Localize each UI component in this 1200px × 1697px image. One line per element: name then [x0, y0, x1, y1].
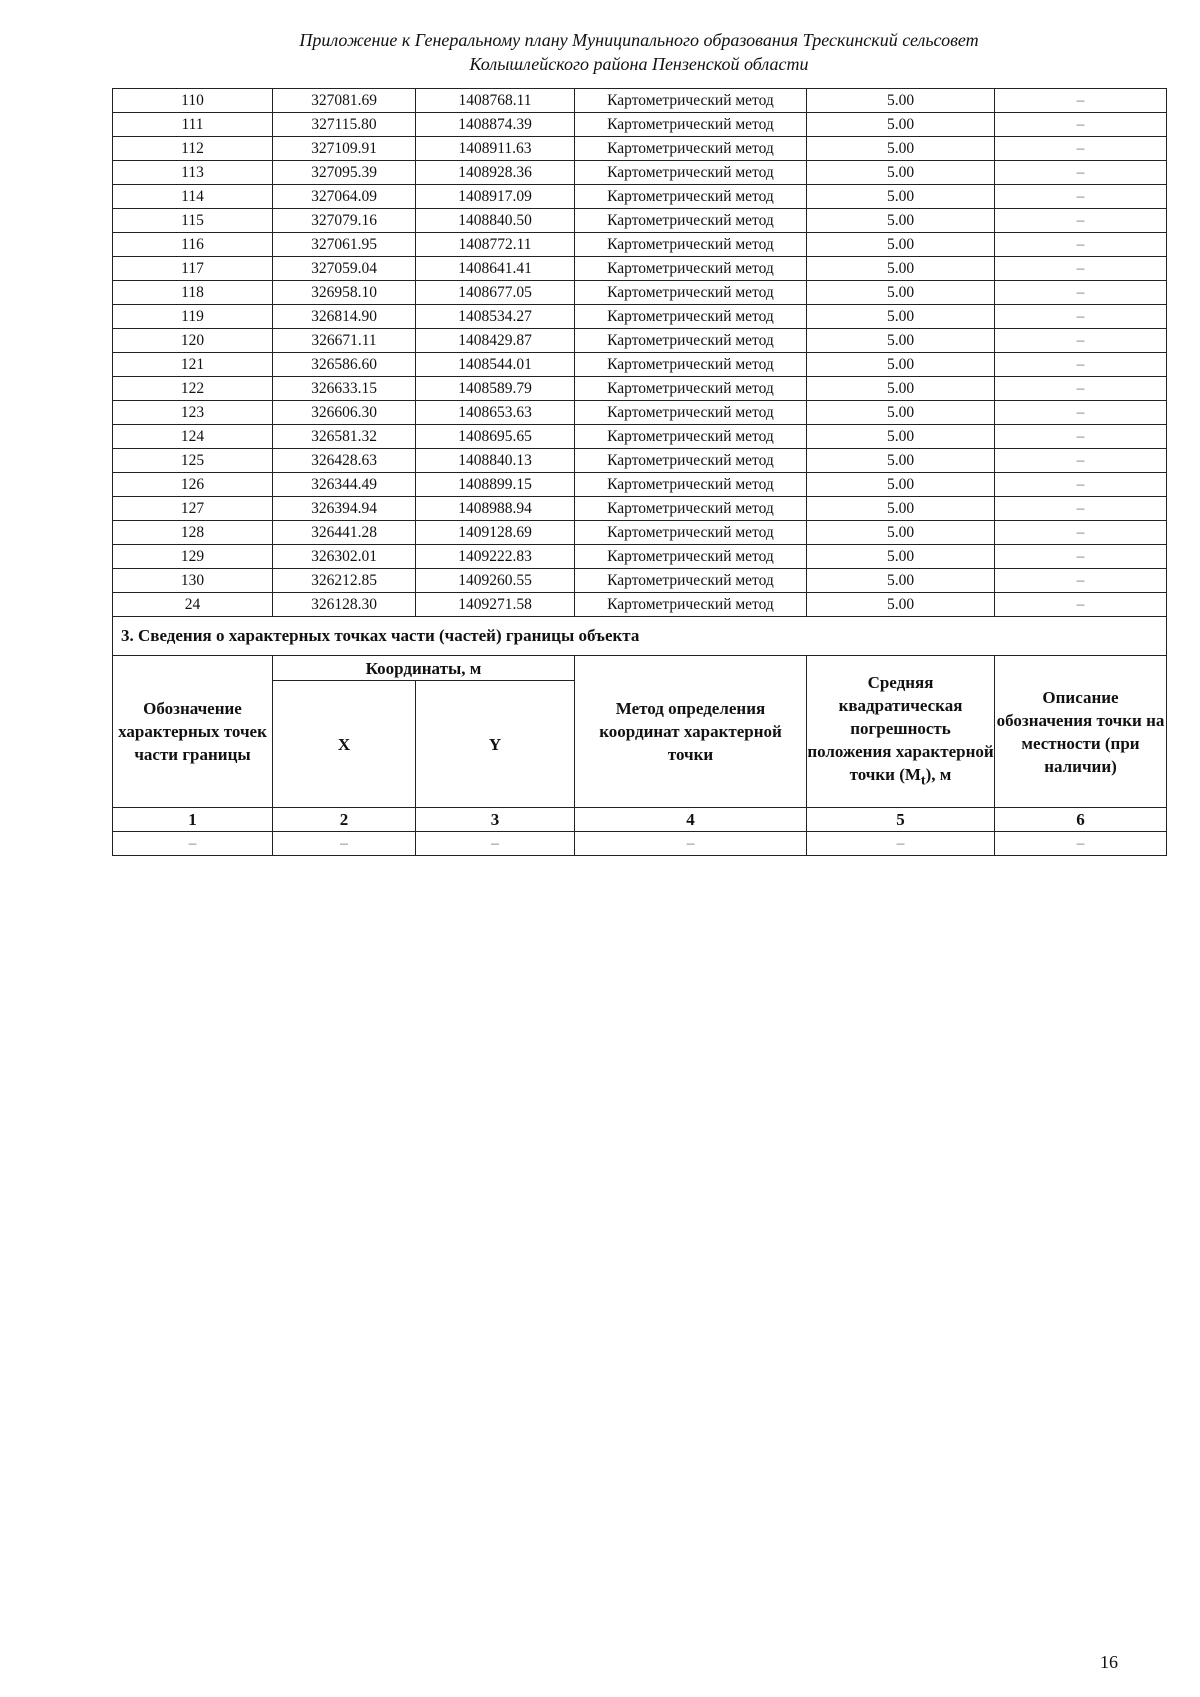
table-row	[113, 185, 1167, 209]
description-cell: –	[995, 497, 1167, 521]
y-coordinate-cell: 1408589.79	[416, 377, 575, 401]
error-cell: 5.00	[807, 185, 995, 209]
point-id-cell: 115	[113, 209, 273, 233]
table-row	[113, 257, 1167, 281]
table-row	[113, 137, 1167, 161]
point-id-cell: 121	[113, 353, 273, 377]
table-row	[113, 521, 1167, 545]
column-number: 1	[113, 808, 273, 832]
header-designation: Обозначение характерных точек части границы	[113, 656, 273, 808]
empty-cell: –	[807, 832, 995, 856]
page-header	[112, 28, 1166, 76]
point-id-cell: 113	[113, 161, 273, 185]
error-cell: 5.00	[807, 377, 995, 401]
point-id-cell: 126	[113, 473, 273, 497]
table-row	[113, 569, 1167, 593]
x-coordinate-cell: 326394.94	[273, 497, 416, 521]
method-cell: Картометрический метод	[575, 545, 807, 569]
column-number: 6	[995, 808, 1167, 832]
point-id-cell: 117	[113, 257, 273, 281]
x-coordinate-cell: 327064.09	[273, 185, 416, 209]
description-cell: –	[995, 281, 1167, 305]
y-coordinate-cell: 1409222.83	[416, 545, 575, 569]
point-id-cell: 111	[113, 113, 273, 137]
error-cell: 5.00	[807, 353, 995, 377]
point-id-cell: 128	[113, 521, 273, 545]
method-cell: Картометрический метод	[575, 353, 807, 377]
description-cell: –	[995, 185, 1167, 209]
point-id-cell: 116	[113, 233, 273, 257]
y-coordinate-cell: 1408653.63	[416, 401, 575, 425]
table-row	[113, 473, 1167, 497]
y-coordinate-cell: 1409271.58	[416, 593, 575, 617]
method-cell: Картометрический метод	[575, 209, 807, 233]
y-coordinate-cell: 1409128.69	[416, 521, 575, 545]
y-coordinate-cell: 1408677.05	[416, 281, 575, 305]
method-cell: Картометрический метод	[575, 233, 807, 257]
header-y: Y	[416, 681, 575, 808]
x-coordinate-cell: 327061.95	[273, 233, 416, 257]
x-coordinate-cell: 327109.91	[273, 137, 416, 161]
y-coordinate-cell: 1408874.39	[416, 113, 575, 137]
description-cell: –	[995, 329, 1167, 353]
method-cell: Картометрический метод	[575, 161, 807, 185]
header-error-text: Средняя квадратическая погрешность положения характерной точки (M	[807, 672, 994, 784]
x-coordinate-cell: 326441.28	[273, 521, 416, 545]
error-cell: 5.00	[807, 497, 995, 521]
error-cell: 5.00	[807, 113, 995, 137]
description-cell: –	[995, 137, 1167, 161]
point-id-cell: 114	[113, 185, 273, 209]
error-cell: 5.00	[807, 521, 995, 545]
header-x: X	[273, 681, 416, 808]
error-cell: 5.00	[807, 209, 995, 233]
error-cell: 5.00	[807, 449, 995, 473]
error-cell: 5.00	[807, 593, 995, 617]
x-coordinate-cell: 326606.30	[273, 401, 416, 425]
empty-cell: –	[416, 832, 575, 856]
table-row	[113, 377, 1167, 401]
y-coordinate-cell: 1408695.65	[416, 425, 575, 449]
header-error-unit: ), м	[925, 764, 952, 784]
section-3-title-row	[113, 617, 1167, 656]
error-cell: 5.00	[807, 281, 995, 305]
column-number: 4	[575, 808, 807, 832]
y-coordinate-cell: 1409260.55	[416, 569, 575, 593]
table-row	[113, 593, 1167, 617]
method-cell: Картометрический метод	[575, 569, 807, 593]
description-cell: –	[995, 449, 1167, 473]
error-cell: 5.00	[807, 329, 995, 353]
description-cell: –	[995, 257, 1167, 281]
y-coordinate-cell: 1408917.09	[416, 185, 575, 209]
y-coordinate-cell: 1408429.87	[416, 329, 575, 353]
x-coordinate-cell: 327059.04	[273, 257, 416, 281]
x-coordinate-cell: 326671.11	[273, 329, 416, 353]
table-row	[113, 545, 1167, 569]
table-row	[113, 113, 1167, 137]
error-cell: 5.00	[807, 257, 995, 281]
y-coordinate-cell: 1408911.63	[416, 137, 575, 161]
method-cell: Картометрический метод	[575, 521, 807, 545]
table-row	[113, 161, 1167, 185]
error-cell: 5.00	[807, 425, 995, 449]
section-3-empty-row	[113, 832, 1167, 856]
point-id-cell: 130	[113, 569, 273, 593]
point-id-cell: 122	[113, 377, 273, 401]
point-id-cell: 119	[113, 305, 273, 329]
table-row	[113, 353, 1167, 377]
x-coordinate-cell: 327095.39	[273, 161, 416, 185]
column-number: 2	[273, 808, 416, 832]
empty-cell: –	[113, 832, 273, 856]
x-coordinate-cell: 326586.60	[273, 353, 416, 377]
section-3-title: 3. Сведения о характерных точках части (частей) границы объекта	[113, 617, 1167, 656]
header-method: Метод определения координат характерной точки	[575, 656, 807, 808]
method-cell: Картометрический метод	[575, 305, 807, 329]
header-line-1: Приложение к Генеральному плану Муниципального образования Трескинский сельсовет	[299, 30, 979, 50]
description-cell: –	[995, 425, 1167, 449]
header-description: Описание обозначения точки на местности (при наличии)	[995, 656, 1167, 808]
point-id-cell: 110	[113, 89, 273, 113]
method-cell: Картометрический метод	[575, 473, 807, 497]
table-row	[113, 329, 1167, 353]
description-cell: –	[995, 233, 1167, 257]
description-cell: –	[995, 473, 1167, 497]
column-number-row	[113, 808, 1167, 832]
table-row	[113, 209, 1167, 233]
description-cell: –	[995, 89, 1167, 113]
description-cell: –	[995, 401, 1167, 425]
y-coordinate-cell: 1408988.94	[416, 497, 575, 521]
y-coordinate-cell: 1408840.50	[416, 209, 575, 233]
table-row	[113, 425, 1167, 449]
x-coordinate-cell: 326958.10	[273, 281, 416, 305]
method-cell: Картометрический метод	[575, 425, 807, 449]
point-id-cell: 125	[113, 449, 273, 473]
error-cell: 5.00	[807, 161, 995, 185]
point-id-cell: 112	[113, 137, 273, 161]
y-coordinate-cell: 1408928.36	[416, 161, 575, 185]
point-id-cell: 129	[113, 545, 273, 569]
error-cell: 5.00	[807, 473, 995, 497]
description-cell: –	[995, 593, 1167, 617]
column-number: 5	[807, 808, 995, 832]
error-cell: 5.00	[807, 137, 995, 161]
header-error-subscript: t	[920, 772, 926, 789]
method-cell: Картометрический метод	[575, 113, 807, 137]
method-cell: Картометрический метод	[575, 497, 807, 521]
table-row	[113, 401, 1167, 425]
description-cell: –	[995, 377, 1167, 401]
point-id-cell: 124	[113, 425, 273, 449]
y-coordinate-cell: 1408534.27	[416, 305, 575, 329]
y-coordinate-cell: 1408772.11	[416, 233, 575, 257]
x-coordinate-cell: 326633.15	[273, 377, 416, 401]
y-coordinate-cell: 1408641.41	[416, 257, 575, 281]
column-number: 3	[416, 808, 575, 832]
method-cell: Картометрический метод	[575, 449, 807, 473]
y-coordinate-cell: 1408840.13	[416, 449, 575, 473]
description-cell: –	[995, 353, 1167, 377]
coordinates-table-body	[113, 89, 1167, 617]
header-error	[807, 656, 995, 808]
x-coordinate-cell: 327081.69	[273, 89, 416, 113]
error-cell: 5.00	[807, 401, 995, 425]
method-cell: Картометрический метод	[575, 185, 807, 209]
x-coordinate-cell: 327115.80	[273, 113, 416, 137]
point-id-cell: 118	[113, 281, 273, 305]
x-coordinate-cell: 326344.49	[273, 473, 416, 497]
description-cell: –	[995, 161, 1167, 185]
method-cell: Картометрический метод	[575, 329, 807, 353]
description-cell: –	[995, 521, 1167, 545]
error-cell: 5.00	[807, 305, 995, 329]
y-coordinate-cell: 1408899.15	[416, 473, 575, 497]
method-cell: Картометрический метод	[575, 137, 807, 161]
section-3-header-row	[113, 656, 1167, 681]
point-id-cell: 120	[113, 329, 273, 353]
x-coordinate-cell: 326302.01	[273, 545, 416, 569]
x-coordinate-cell: 326212.85	[273, 569, 416, 593]
description-cell: –	[995, 569, 1167, 593]
empty-cell: –	[995, 832, 1167, 856]
method-cell: Картометрический метод	[575, 281, 807, 305]
description-cell: –	[995, 545, 1167, 569]
x-coordinate-cell: 326581.32	[273, 425, 416, 449]
x-coordinate-cell: 326128.30	[273, 593, 416, 617]
x-coordinate-cell: 326814.90	[273, 305, 416, 329]
point-id-cell: 123	[113, 401, 273, 425]
page-number: 16	[1100, 1652, 1118, 1672]
table-row	[113, 497, 1167, 521]
table-row	[113, 449, 1167, 473]
table-row	[113, 89, 1167, 113]
x-coordinate-cell: 327079.16	[273, 209, 416, 233]
method-cell: Картометрический метод	[575, 257, 807, 281]
description-cell: –	[995, 305, 1167, 329]
point-id-cell: 24	[113, 593, 273, 617]
table-row	[113, 281, 1167, 305]
header-coordinates: Координаты, м	[273, 656, 575, 681]
method-cell: Картометрический метод	[575, 593, 807, 617]
y-coordinate-cell: 1408544.01	[416, 353, 575, 377]
section-3	[113, 617, 1167, 856]
method-cell: Картометрический метод	[575, 401, 807, 425]
description-cell: –	[995, 209, 1167, 233]
point-id-cell: 127	[113, 497, 273, 521]
y-coordinate-cell: 1408768.11	[416, 89, 575, 113]
empty-cell: –	[273, 832, 416, 856]
error-cell: 5.00	[807, 569, 995, 593]
description-cell: –	[995, 113, 1167, 137]
table-row	[113, 305, 1167, 329]
x-coordinate-cell: 326428.63	[273, 449, 416, 473]
coordinates-table	[112, 88, 1167, 856]
empty-cell: –	[575, 832, 807, 856]
table-row	[113, 233, 1167, 257]
method-cell: Картометрический метод	[575, 89, 807, 113]
error-cell: 5.00	[807, 545, 995, 569]
error-cell: 5.00	[807, 233, 995, 257]
error-cell: 5.00	[807, 89, 995, 113]
header-line-2: Колышлейского района Пензенской области	[469, 54, 809, 74]
method-cell: Картометрический метод	[575, 377, 807, 401]
